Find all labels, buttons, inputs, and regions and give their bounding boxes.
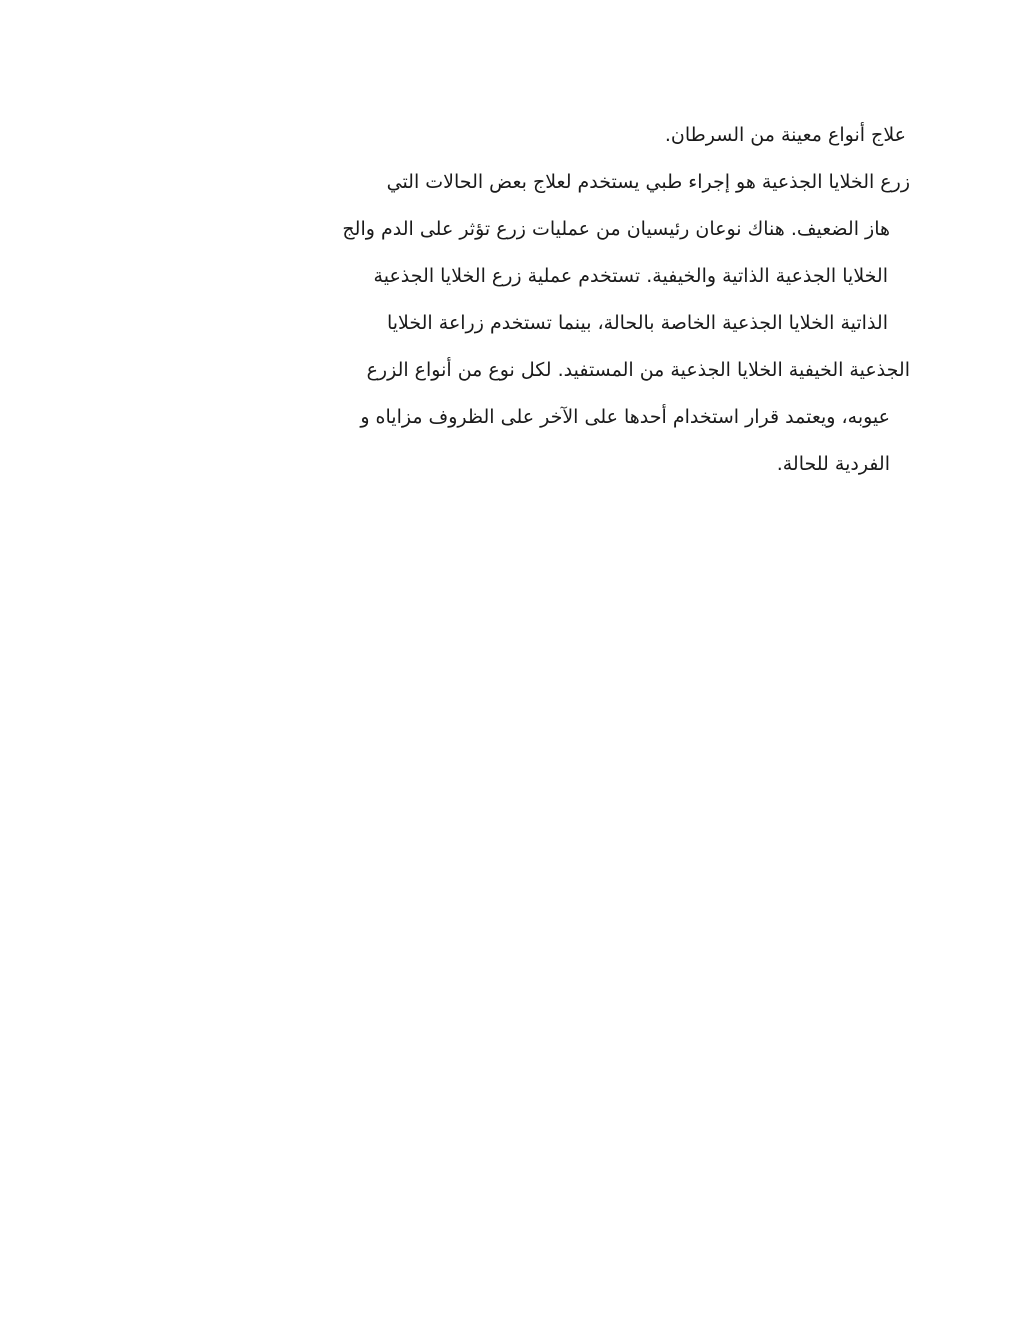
text-line: الجذعية الخيفية الخلايا الجذعية من المستفيد. لكل نوع من أنواع الزرع xyxy=(366,359,910,381)
text-line: الذاتية الخلايا الجذعية الخاصة بالحالة، بينما تستخدم زراعة الخلايا xyxy=(386,312,888,334)
text-line: زرع الخلايا الجذعية هو إجراء طبي يستخدم لعلاج بعض الحالات التي xyxy=(386,171,910,193)
text-line: علاج أنواع معينة من السرطان. xyxy=(664,124,906,146)
paragraph xyxy=(130,112,910,488)
text-line: الخلايا الجذعية الذاتية والخيفية. تستخدم عملية زرع الخلايا الجذعية xyxy=(373,265,888,287)
text-line: الفردية للحالة. xyxy=(776,453,890,475)
text-line: عيوبه، ويعتمد قرار استخدام أحدها على الآخر على الظروف مزاياه و xyxy=(360,406,890,428)
text-line: هاز الضعيف. هناك نوعان رئيسيان من عمليات زرع تؤثر على الدم والج xyxy=(342,218,890,240)
